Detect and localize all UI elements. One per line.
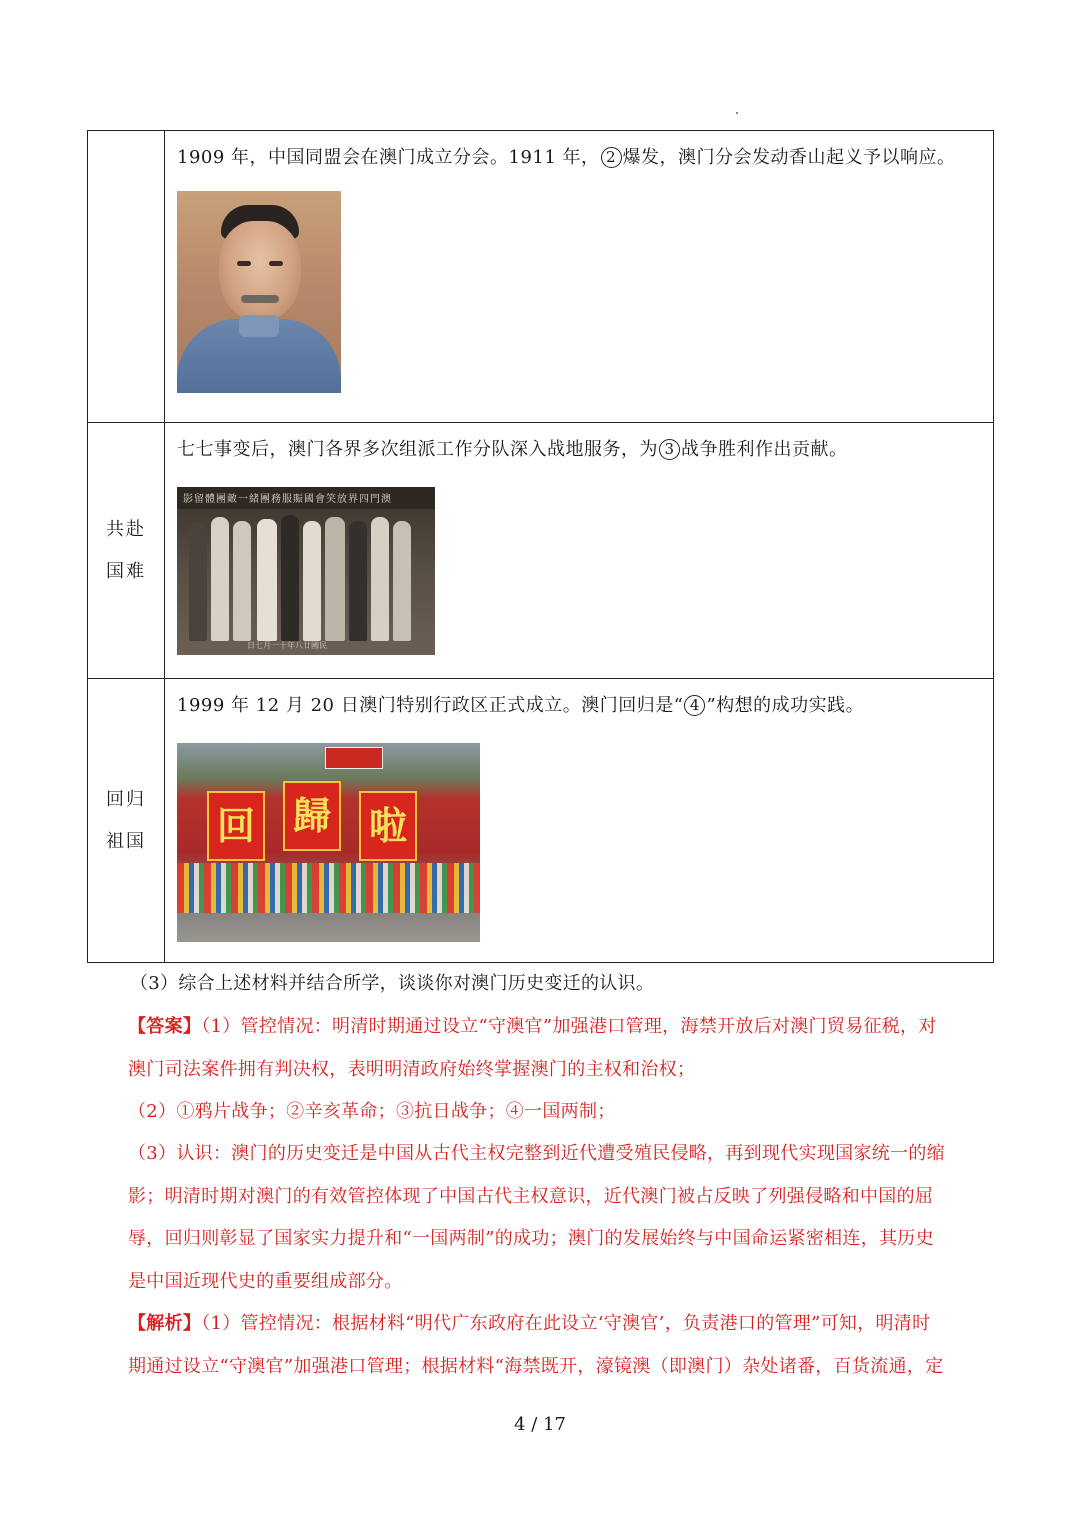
row-label-line: 共赴 [106,518,146,540]
analysis-line: 【解析】（1）管控情况：根据材料“明代广东政府在此设立‘守澳官’，负责港口的管理”可知，明清时 [128,1313,931,1334]
table-row [88,423,994,679]
row-label-line: 祖国 [106,830,146,852]
answer-line: 是中国近现代史的重要组成部分。 [128,1271,403,1292]
photo-caption: 日七月一十年八廿國民 [247,641,327,650]
table-row [88,131,994,423]
row-label-cell [88,423,165,679]
circled-number: 4 [684,695,705,716]
analysis-line: 期通过设立“守澳官”加强港口管理；根据材料“海禁既开，濠镜澳（即澳门）杂处诸番，百货流通，定 [128,1356,944,1377]
handover-parade-photo [177,743,480,942]
page-mark [736,112,738,114]
row-text: 1909 年，中国同盟会在澳门成立分会。1911 年， 2 爆发，澳门分会发动香山起义予以响应。 [177,147,956,168]
group-photo [177,487,435,655]
answer-line: 澳门司法案件拥有判决权，表明明清政府始终掌握澳门的主权和治权； [128,1059,696,1080]
table-row [88,679,994,963]
analysis-tag: 【解析】 [128,1313,202,1334]
parade-sign: 啦 [359,791,417,861]
answer-line: 辱，回归则彰显了国家实力提升和“一国两制”的成功；澳门的发展始终与中国命运紧密相连，其历史 [128,1228,934,1249]
answer-line: 影；明清时期对澳门的有效管控体现了中国古代主权意识，近代澳门被占反映了列强侵略和中国的屈 [128,1186,934,1207]
row-label-line: 国难 [106,560,146,582]
circled-number: 2 [601,147,622,168]
row-label-cell [88,679,165,963]
photo-banner-text: 影留體團敵一緒團務服賑國會笑放界四門澳 [183,494,392,505]
answer-tag: 【答案】 [128,1016,202,1037]
answer-line: 【答案】（1）管控情况：明清时期通过设立“守澳官”加强港口管理，海禁开放后对澳门贸易征税，对 [128,1016,937,1037]
row-text: 七七事变后，澳门各界多次组派工作分队深入战地服务，为 3 战争胜利作出贡献。 [177,439,848,460]
parade-sign: 歸 [283,781,341,851]
row-label-line: 回归 [106,788,146,810]
page-number: 4 / 17 [514,1414,566,1435]
row-content-cell [165,131,994,423]
answer-line: （2）①鸦片战争；②辛亥革命；③抗日战争；④一国两制； [128,1101,616,1122]
parade-sign: 回 [207,791,265,861]
circled-number: 3 [659,439,680,460]
question-3: （3）综合上述材料并结合所学，谈谈你对澳门历史变迁的认识。 [130,973,655,994]
row-text: 1999 年 12 月 20 日澳门特别行政区正式成立。澳门回归是“ 4 ”构想的成功实践。 [177,695,865,716]
material-table [87,130,994,963]
answer-line: （3）认识：澳门的历史变迁是中国从古代主权完整到近代遭受殖民侵略，再到现代实现国家统一的缩 [128,1143,945,1164]
sun-yat-sen-portrait-photo [177,191,341,393]
row-content-cell [165,423,994,679]
row-label-cell [88,131,165,423]
row-content-cell [165,679,994,963]
